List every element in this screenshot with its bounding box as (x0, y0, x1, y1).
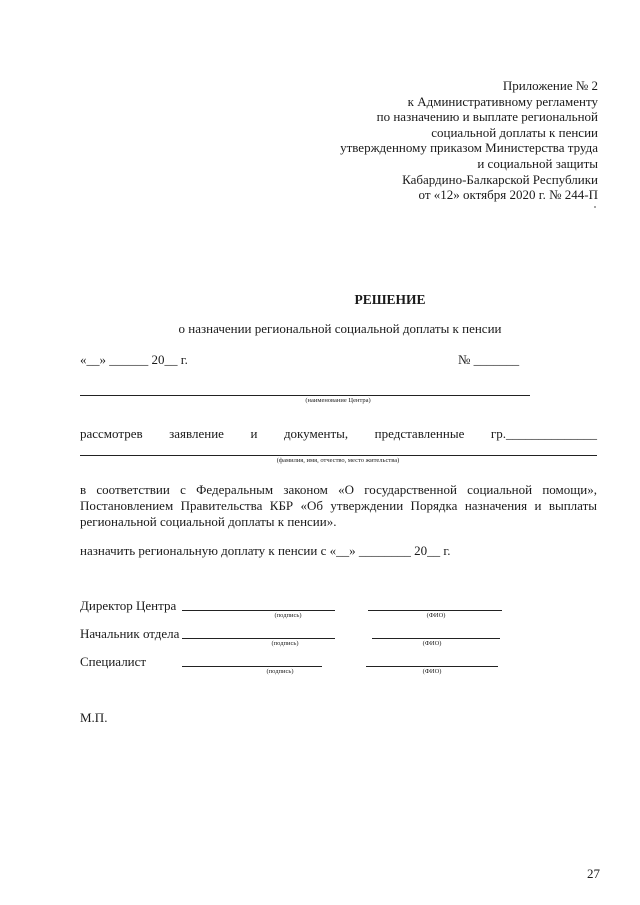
appendix-line: к Административному регламенту (407, 93, 598, 109)
assign-line: назначить региональную доплату к пенсии с «__» ________ 20__ г. (80, 543, 451, 558)
signature-role: Начальник отдела (80, 626, 180, 641)
considered-word: документы, (283, 426, 349, 441)
name-caption: (ФИО) (422, 668, 442, 675)
appendix-line: Приложение № 2 (502, 78, 598, 93)
law-paragraph (80, 482, 597, 530)
signature-caption: (подпись) (274, 612, 302, 619)
stamp-place: М.П. (80, 710, 108, 725)
appendix-line: социальной доплаты к пенсии (431, 124, 598, 140)
considered-line (80, 426, 597, 442)
signature-role: Специалист (80, 654, 147, 669)
considered-word: представленные (374, 426, 465, 441)
appendix-line: утвержденному приказом Министерства труда (340, 140, 598, 156)
considered-word: рассмотрев (80, 426, 143, 441)
person-line (80, 455, 597, 456)
scan-speck (594, 206, 596, 208)
law-paragraph-line: региональной социальной доплаты к пенсии». (80, 514, 337, 529)
document-subtitle: о назначении региональной социальной доплаты к пенсии (178, 321, 502, 336)
considered-word: и (250, 426, 258, 441)
signature-line (182, 666, 322, 667)
name-caption: (ФИО) (426, 612, 446, 619)
law-paragraph-line: в соответствии с Федеральным законом «О государственной социальной помощи», (80, 482, 597, 497)
law-paragraph-line: Постановлением Правительства КБР «Об утверждении Порядка назначения и выплаты (80, 498, 597, 513)
name-caption: (ФИО) (422, 640, 442, 647)
page-number: 27 (587, 866, 600, 881)
name-line (366, 666, 498, 667)
signature-role: Директор Центра (80, 598, 177, 613)
person-caption: (фамилия, имя, отчество, место жительства) (276, 457, 400, 464)
center-name-line (80, 395, 530, 396)
name-line (368, 610, 502, 611)
appendix-line: по назначению и выплате региональной (376, 109, 598, 125)
considered-word: гр.______________ (490, 426, 597, 441)
name-line (372, 638, 500, 639)
signature-line (182, 638, 335, 639)
appendix-line: от «12» октября 2020 г. № 244-П (418, 187, 598, 203)
signature-caption: (подпись) (266, 668, 294, 675)
considered-word: заявление (169, 426, 224, 441)
signature-line (182, 610, 335, 611)
document-title: РЕШЕНИЕ (354, 292, 426, 307)
appendix-reference (340, 78, 598, 203)
appendix-line: и социальной защиты (477, 155, 598, 171)
appendix-line: Кабардино-Балкарской Республики (402, 171, 598, 187)
decision-date-field: «__» ______ 20__ г. (80, 352, 188, 367)
decision-number-field: № _______ (458, 352, 520, 367)
signature-caption: (подпись) (271, 640, 299, 647)
center-name-caption: (наименование Центра) (305, 397, 371, 404)
